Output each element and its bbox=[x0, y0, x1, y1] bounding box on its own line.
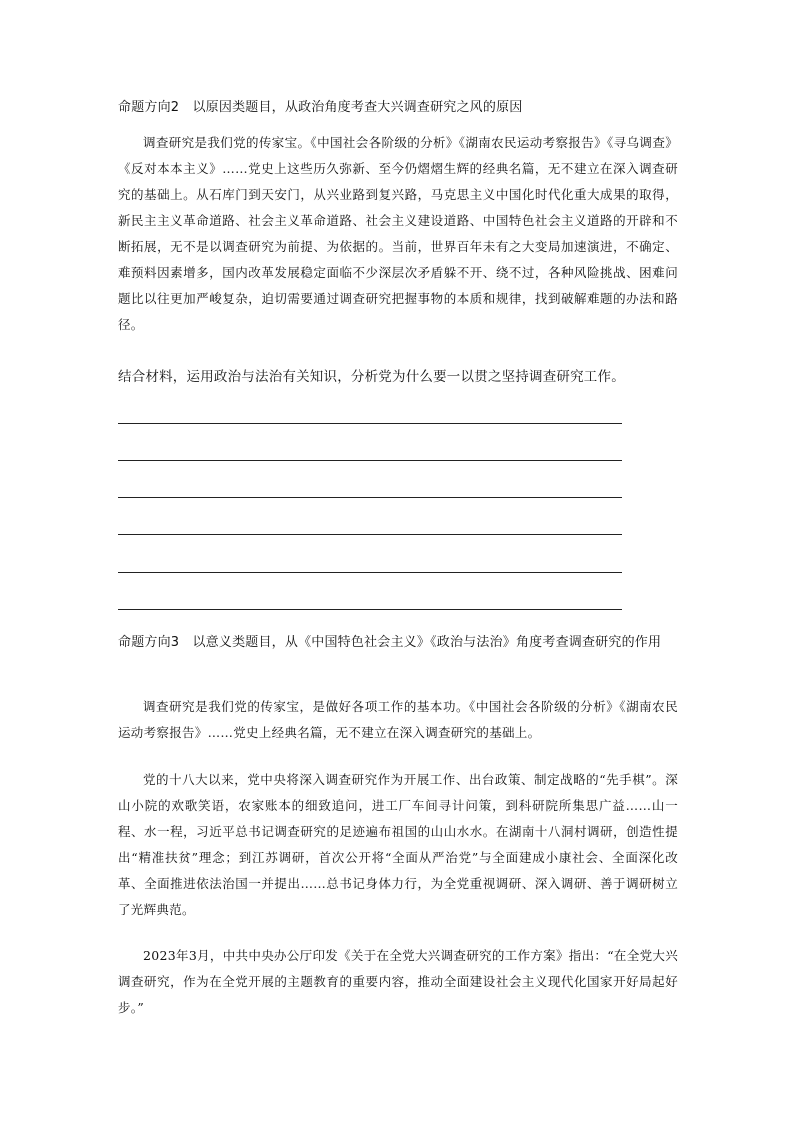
section-2-heading: 命题方向2 以原因类题目，从政治角度考查大兴调查研究之风的原因 bbox=[118, 100, 523, 115]
answer-line[interactable] bbox=[118, 423, 622, 424]
answer-line[interactable] bbox=[118, 497, 622, 498]
section-3-paragraph-2: 党的十八大以来，党中央将深入调查研究作为开展工作、出台政策、制定战略的“先手棋”。深山小院的欢歌笑语，农家账本的细致追问，进工厂车间寻计问策，到科研院所集思广益……山一程、水一程，习近平总书记调查研究的足迹遍布祖国的山山水水。在湖南十八洞村调研，创造性提出“精准扶贫”理念；到江苏调研，首次公开将“全面从严治党”与全面建成小康社会、全面深化改革、全面推进依法治国一并提出……总书记身体力行，为全党重视调研、深入调研、善于调研树立了光辉典范。 bbox=[118, 772, 678, 917]
answer-line[interactable] bbox=[118, 534, 622, 535]
section-3-heading: 命题方向3 以意义类题目，从《中国特色社会主义》《政治与法治》角度考查调查研究的作用 bbox=[118, 635, 662, 650]
section-3-paragraph-1: 调查研究是我们党的传家宝，是做好各项工作的基本功。《中国社会各阶级的分析》《湖南农民运动考察报告》……党史上经典名篇，无不建立在深入调查研究的基础上。 bbox=[118, 699, 678, 740]
answer-line[interactable] bbox=[118, 572, 622, 573]
section-2-question: 结合材料，运用政治与法治有关知识，分析党为什么要一以贯之坚持调查研究工作。 bbox=[118, 369, 625, 385]
answer-line[interactable] bbox=[118, 609, 622, 610]
section-2-material: 调查研究是我们党的传家宝。《中国社会各阶级的分析》《湖南农民运动考察报告》《寻乌调查》《反对本本主义》……党史上这些历久弥新、至今仍熠熠生辉的经典名篇，无不建立在深入调查研究的基础上。从石库门到天安门，从兴业路到复兴路，马克思主义中国化时代化重大成果的取得，新民主主义革命道路、社会主义革命道路、社会主义建设道路、中国特色社会主义道路的开辟和不断拓展，无不是以调查研究为前提、为依据的。当前，世界百年未有之大变局加速演进，不确定、难预料因素增多，国内改革发展稳定面临不少深层次矛盾躲不开、绕不过，各种风险挑战、困难问题比以往更加严峻复杂，迫切需要通过调查研究把握事物的本质和规律，找到破解难题的办法和路径。 bbox=[118, 135, 678, 332]
answer-line[interactable] bbox=[118, 460, 622, 461]
section-3-paragraph-3: 2023年3月，中共中央办公厅印发《关于在全党大兴调查研究的工作方案》指出：“在全党大兴调查研究，作为在全党开展的主题教育的重要内容，推动全面建设社会主义现代化国家开好局起好步。” bbox=[118, 948, 678, 1015]
